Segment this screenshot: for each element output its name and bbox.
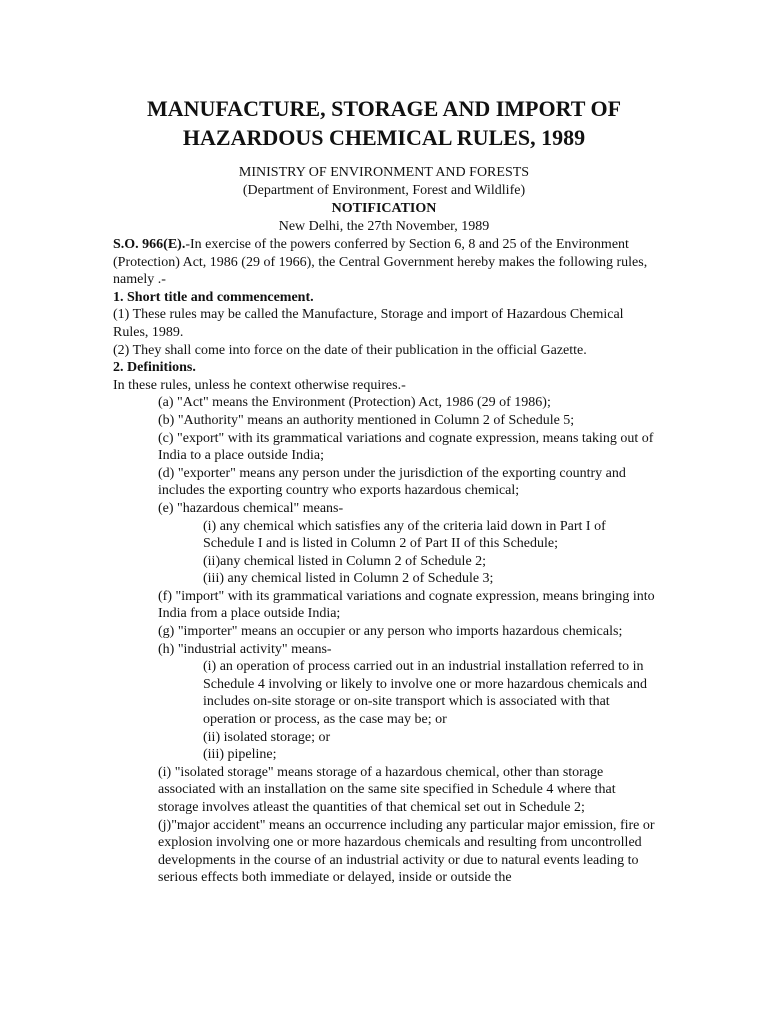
- section-1-para-1: (1) These rules may be called the Manufacture, Storage and import of Hazardous Chemical Rules, 1989.: [113, 307, 624, 340]
- document-body: [113, 236, 658, 887]
- preamble: [113, 236, 658, 289]
- definition-f: (f) "import" with its grammatical variations and cognate expression, means bringing into India from a place outside India;: [158, 588, 655, 622]
- definition-h: (h) "industrial activity" means-: [158, 641, 332, 657]
- notification-label: NOTIFICATION: [331, 201, 437, 216]
- definition-a: (a) "Act" means the Environment (Protection) Act, 1986 (29 of 1986);: [158, 395, 551, 411]
- definition-g: (g) "importer" means an occupier or any person who imports hazardous chemicals;: [158, 624, 623, 640]
- definition-b: (b) "Authority" means an authority mentioned in Column 2 of Schedule 5;: [158, 412, 575, 428]
- definition-e-ii: (ii)any chemical listed in Column 2 of Schedule 2;: [203, 553, 487, 569]
- preamble-ref: S.O. 966(E).: [113, 237, 186, 252]
- department-name: (Department of Environment, Forest and Wildlife): [242, 183, 526, 198]
- title-line-1: MANUFACTURE, STORAGE AND IMPORT OF: [146, 96, 622, 121]
- notification-date: New Delhi, the 27th November, 1989: [278, 219, 490, 234]
- title-line-2: HAZARDOUS CHEMICAL RULES, 1989: [182, 125, 586, 150]
- definition-e-i: (i) any chemical which satisfies any of the criteria laid down in Part I of Schedule I and is listed in Column 2 of Part II of this Schedule;: [203, 518, 606, 552]
- document-title: [0, 94, 768, 152]
- preamble-text: -In exercise of the powers conferred by Section 6, 8 and 25 of the Environment (Protection) Act, 1986 (29 of 1966), the Central Government hereby makes the following rules, namely .-: [113, 237, 648, 288]
- definition-j: (j)"major accident" means an occurrence including any particular major emission, fire or explosion involving one or more hazardous chemicals and resulting from uncontrolled developments in the course of an industrial activity or due to natural events leading to serious effects both immediate or delayed, inside or outside the: [158, 817, 655, 886]
- definition-d: (d) "exporter" means any person under the jurisdiction of the exporting country and includes the exporting country who exports hazardous chemical;: [158, 465, 626, 499]
- definition-e: (e) "hazardous chemical" means-: [158, 500, 344, 516]
- definition-h-ii: (ii) isolated storage; or: [203, 729, 331, 745]
- section-2-heading: 2. Definitions.: [113, 360, 196, 376]
- section-2-intro: In these rules, unless he context otherwise requires.-: [113, 377, 406, 393]
- section-1-para-2: (2) They shall come into force on the date of their publication in the official Gazette.: [113, 342, 587, 358]
- notification-header: [0, 164, 768, 236]
- ministry-name: MINISTRY OF ENVIRONMENT AND FORESTS: [238, 165, 530, 180]
- definition-c: (c) "export" with its grammatical variations and cognate expression, means taking out of India to a place outside India;: [158, 430, 654, 464]
- definition-i: (i) "isolated storage" means storage of a hazardous chemical, other than storage associated with an installation on the same site specified in Schedule 4 where that storage involves atleast the quantities of that chemical set out in Schedule 2;: [158, 764, 616, 815]
- section-1-heading: 1. Short title and commencement.: [113, 289, 314, 305]
- definition-h-iii: (iii) pipeline;: [203, 747, 277, 763]
- definition-e-iii: (iii) any chemical listed in Column 2 of Schedule 3;: [203, 571, 494, 587]
- definition-h-i: (i) an operation of process carried out in an industrial installation referred to in Schedule 4 involving or likely to involve one or more hazardous chemicals and includes on-site storage or on-site transport which is associated with that operation or process, as the case may be; or: [203, 659, 647, 728]
